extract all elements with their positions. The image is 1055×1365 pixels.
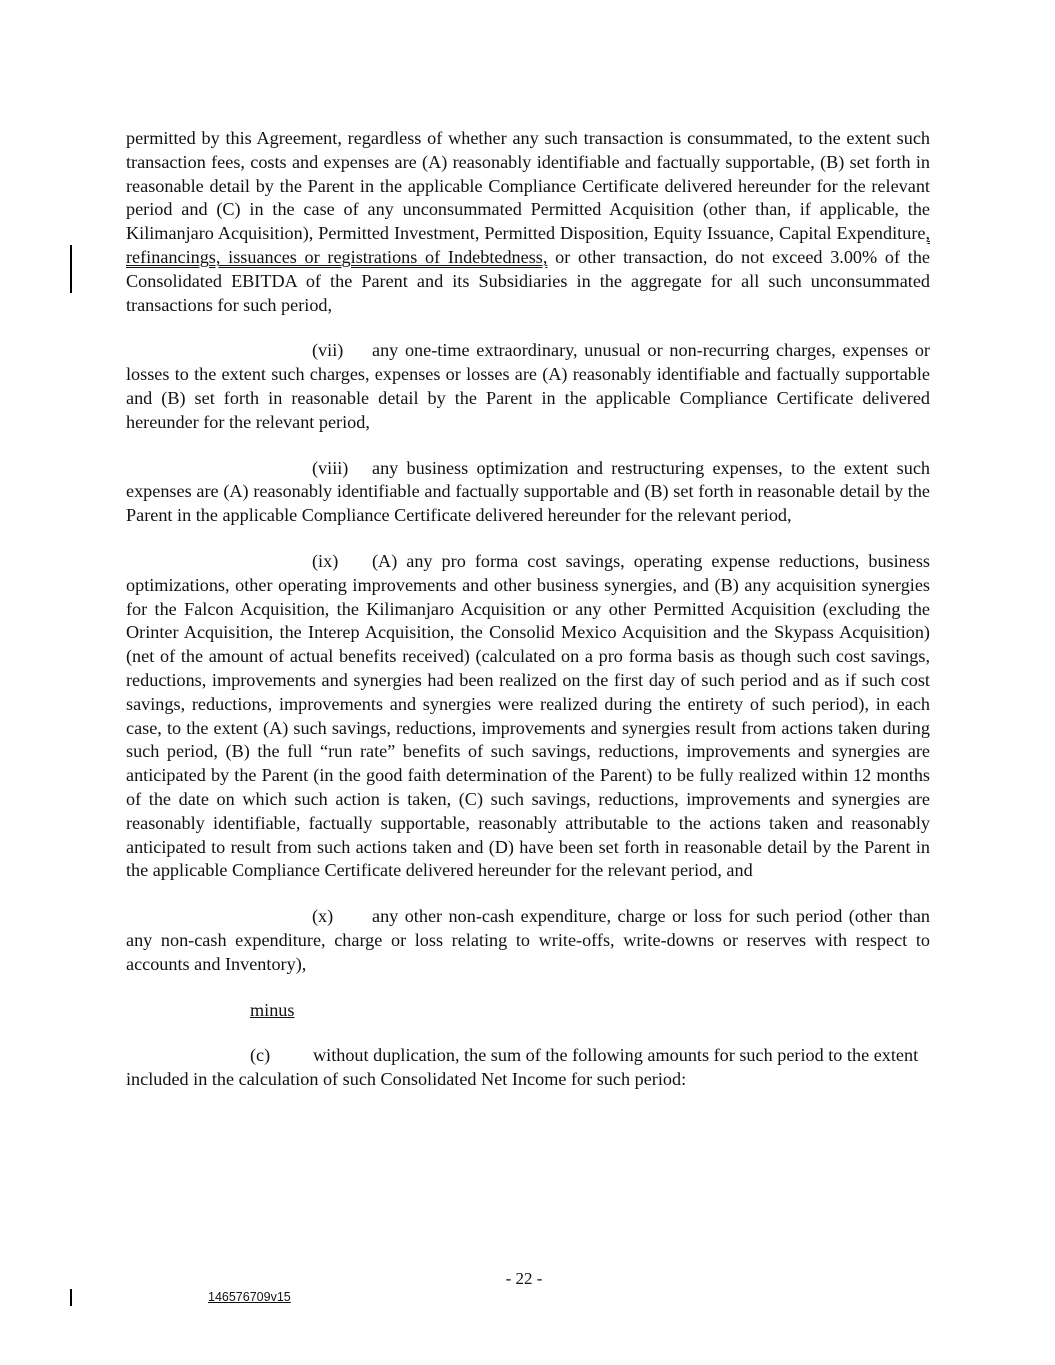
clause-number: (c) [250, 1045, 271, 1066]
clause-c [126, 1044, 930, 1092]
clause-number: (viii) [312, 457, 349, 478]
inserted-text: , refinancings, issuances or registrations of Indebtedness, [126, 223, 930, 267]
document-id: 146576709v15 [208, 1290, 291, 1304]
clause-text: (A) any pro forma cost savings, operating expense reductions, business optimizations, other operating improvements and other business synergies, and (B) any acquisition synergies for the Falcon Acquisition, the Kilimanjaro Acquisition or any other Permitted Acquisition (excluding the Orinter Acquisition, the Interep Acquisition, the Consolid Mexico Acquisition and the Skypass Acquisition) (net of the amount of actual benefits received) (calculated on a pro forma basis as though such cost savings, reductions, improvements and synergies had been realized on the first day of such period and as if such cost savings, reductions, improvements and synergies were realized during the entirety of such period), in each case, to the extent (A) such savings, reductions, improvements and synergies result from actions taken during such period, (B) the full “run rate” benefits of such savings, reductions, improvements and synergies are anticipated by the Parent (in the good faith determination of the Parent) to be fully realized within 12 months of the date on which such action is taken, (C) such savings, reductions, improvements and synergies are reasonably identifiable, factually supportable, reasonably attributable to the actions taken and reasonably anticipated to result from such actions taken and (D) have been set forth in reasonable detail by the Parent in the applicable Compliance Certificate delivered hereunder for the relevant period, and [126, 550, 930, 881]
continuation-text-end: or other transaction, do not exceed 3.00% of the Consolidated EBITDA of the Parent and its Subsidiaries in the aggregate for all such unconsummated transactions for such period, [126, 246, 930, 315]
clause-text: without duplication, the sum of the following amounts for such period to the extent included in the calculation of such Consolidated Net Income for such period: [126, 1045, 919, 1090]
clause-vii [126, 339, 930, 434]
revision-bar-footer [70, 1289, 72, 1306]
revision-bar [70, 245, 72, 293]
clause-text: any other non-cash expenditure, charge or loss for such period (other than any non-cash expenditure, charge or loss relating to write-offs, write-downs or reserves with respect to accounts and Inventory), [126, 906, 930, 974]
clause-ix [126, 550, 930, 883]
body-text [126, 127, 930, 1114]
minus-label: minus [250, 999, 295, 1020]
clause-text: any one-time extraordinary, unusual or non-recurring charges, expenses or losses to the extent such charges, expenses or losses are (A) reasonably identifiable and factually supportable and (B) set forth in reasonable detail by the Parent in the applicable Compliance Certificate delivered hereunder for the relevant period, [126, 340, 930, 432]
clause-text: any business optimization and restructuring expenses, to the extent such expenses are (A) reasonably identifiable and factually supportable and (B) set forth in reasonable detail by the Parent in the applicable Compliance Certificate delivered hereunder for the relevant period, [126, 457, 930, 526]
continuation-text: permitted by this Agreement, regardless of whether any such transaction is consummated, to the extent such transaction fees, costs and expenses are (A) reasonably identifiable and factually supportable, (B) set forth in reasonable detail by the Parent in the applicable Compliance Certificate delivered hereunder for the relevant period and (C) in the case of any unconsummated Permitted Acquisition (other than, if applicable, the Kilimanjaro Acquisition), Permitted Investment, Permitted Disposition, Equity Issuance, Capital Expenditure [126, 128, 930, 244]
page-number: - 22 - [505, 1269, 543, 1288]
clause-x [126, 905, 930, 976]
clause-number: (ix) [312, 550, 339, 571]
clause-number: (vii) [312, 340, 344, 361]
clause-viii [126, 457, 930, 528]
clause-number: (x) [312, 906, 334, 927]
continuation-paragraph [126, 127, 930, 317]
